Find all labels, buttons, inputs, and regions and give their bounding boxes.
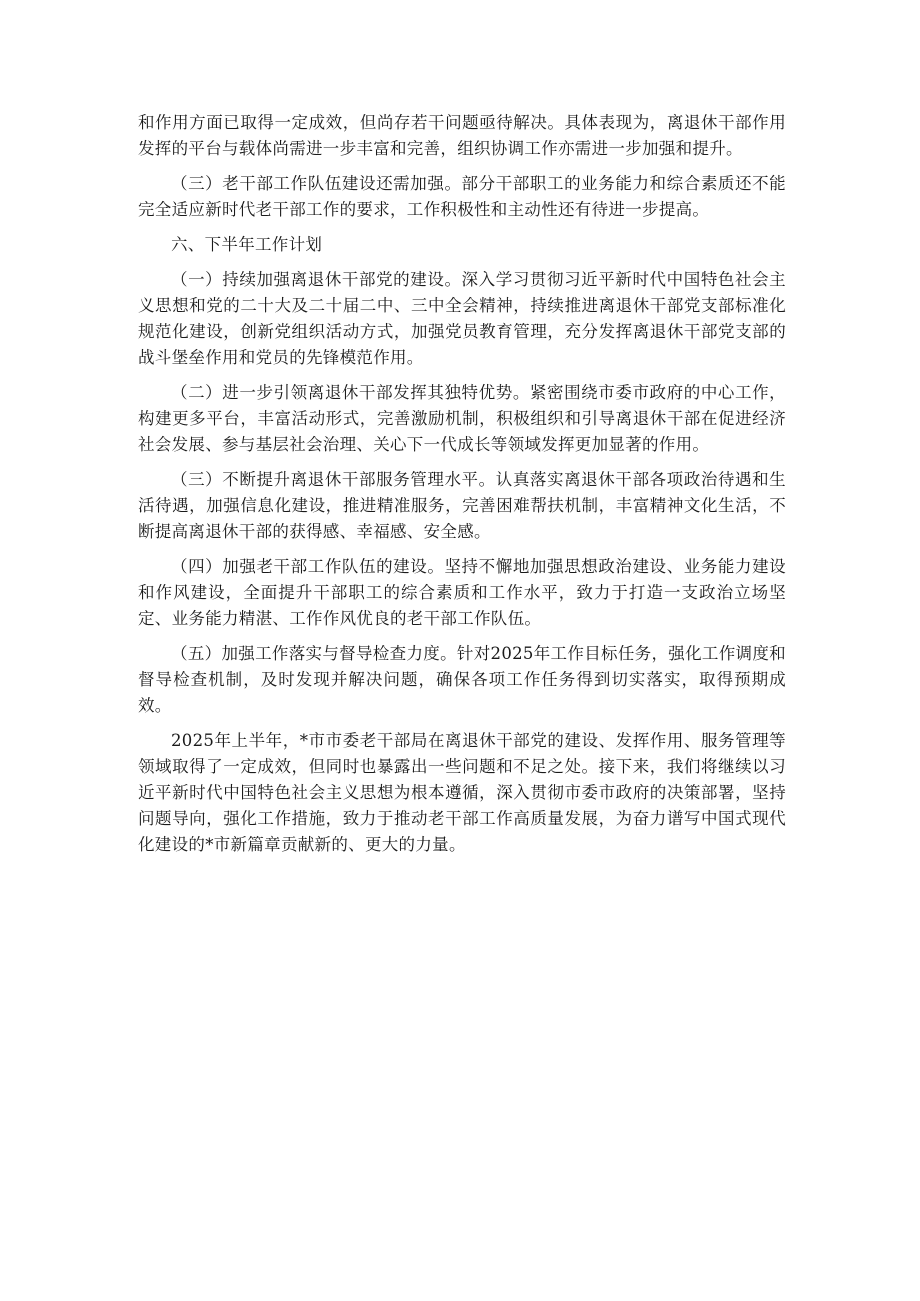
paragraph-plan-3: （三）不断提升离退休干部服务管理水平。认真落实离退休干部各项政治待遇和生活待遇，加强信息化建设，推进精准服务，完善困难帮扶机制，丰富精神文化生活，不断提高离退休干部的获得感、幸福感、安全感。: [138, 470, 786, 541]
paragraph-plan-2: （二）进一步引领离退休干部发挥其独特优势。紧密围绕市委市政府的中心工作，构建更多平台，丰富活动形式，完善激励机制，积极组织和引导离退休干部在促进经济社会发展、参与基层社会治理、关心下一代成长等领域发挥更加显著的作用。: [138, 383, 786, 454]
paragraph-plan-5: （五）加强工作落实与督导检查力度。针对2025年工作目标任务，强化工作调度和督导检查机制，及时发现并解决问题，确保各项工作任务得到切实落实，取得预期成效。: [138, 644, 786, 715]
paragraph-continued: 和作用方面已取得一定成效，但尚存若干问题亟待解决。具体表现为，离退休干部作用发挥的平台与载体尚需进一步丰富和完善，组织协调工作亦需进一步加强和提升。: [138, 113, 786, 158]
paragraph-issue-3: （三）老干部工作队伍建设还需加强。部分干部职工的业务能力和综合素质还不能完全适应新时代老干部工作的要求，工作积极性和主动性还有待进一步提高。: [138, 174, 786, 219]
section-heading-plan: 六、下半年工作计划: [171, 235, 323, 254]
document-body: [138, 110, 786, 867]
paragraph-plan-1: （一）持续加强离退休干部党的建设。深入学习贯彻习近平新时代中国特色社会主义思想和党的二十大及二十届二中、三中全会精神，持续推进离退休干部党支部标准化规范化建设，创新党组织活动方式，加强党员教育管理，充分发挥离退休干部党支部的战斗堡垒作用和党员的先锋模范作用。: [138, 270, 786, 367]
paragraph-plan-4: （四）加强老干部工作队伍的建设。坚持不懈地加强思想政治建设、业务能力建设和作风建设，全面提升干部职工的综合素质和工作水平，致力于打造一支政治立场坚定、业务能力精湛、工作作风优良的老干部工作队伍。: [138, 557, 786, 628]
paragraph-conclusion: 2025年上半年，*市市委老干部局在离退休干部党的建设、发挥作用、服务管理等领域取得了一定成效，但同时也暴露出一些问题和不足之处。接下来，我们将继续以习近平新时代中国特色社会主义思想为根本遵循，深入贯彻市委市政府的决策部署，坚持问题导向，强化工作措施，致力于推动老干部工作高质量发展，为奋力谱写中国式现代化建设的*市新篇章贡献新的、更大的力量。: [138, 731, 786, 854]
